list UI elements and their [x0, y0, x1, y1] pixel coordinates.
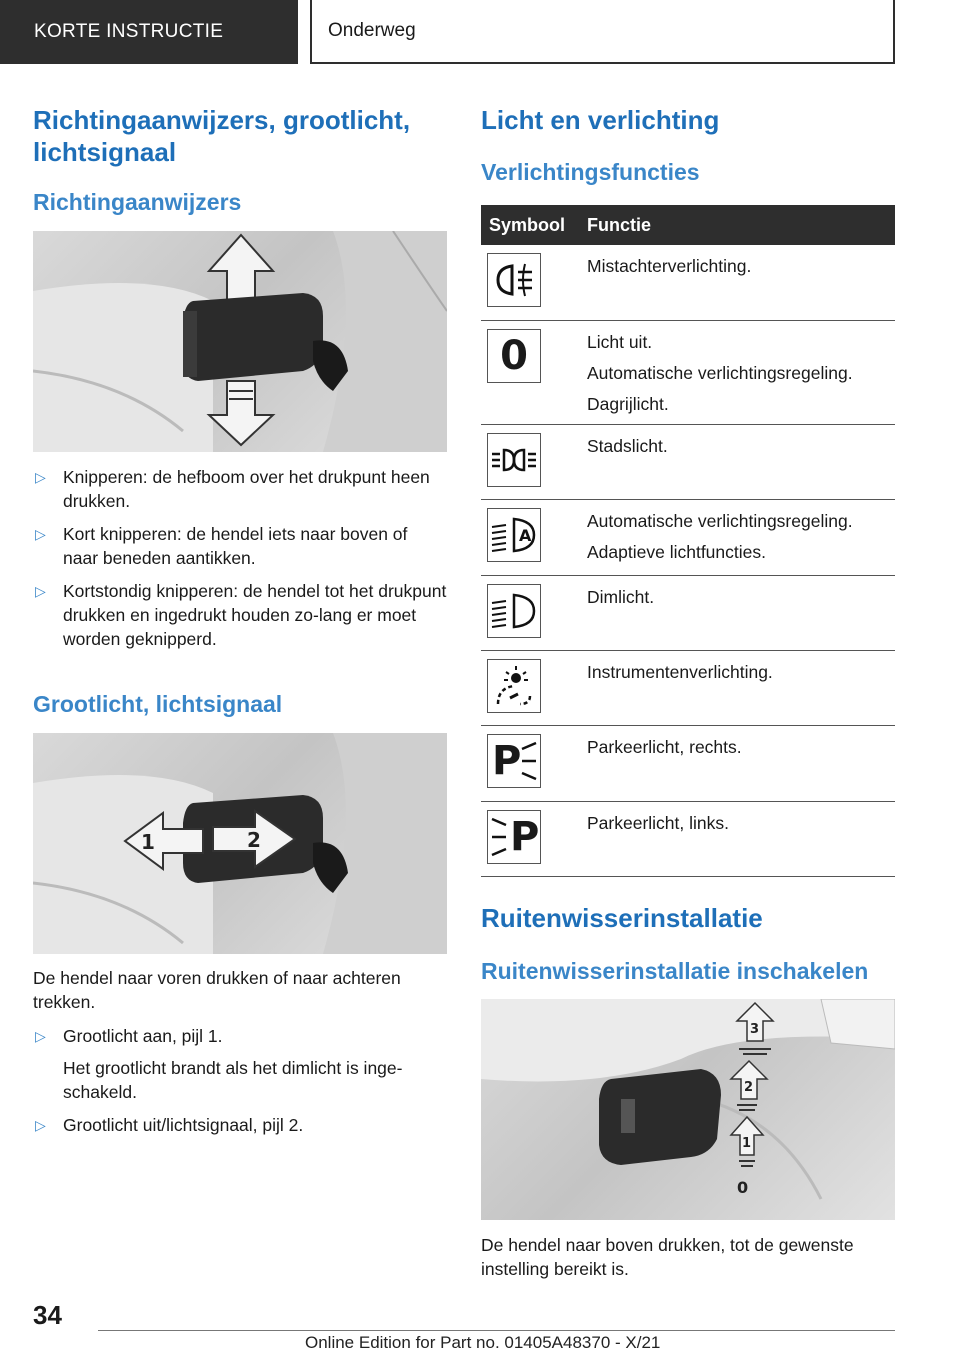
list-item — [33, 1024, 447, 1048]
table-row — [481, 424, 895, 499]
arrow-label-1: 1 — [141, 830, 155, 854]
wiper-lever-photo — [481, 999, 895, 1220]
subheading-turn-signals: Richtingaanwijzers — [33, 189, 242, 215]
svg-text:A: A — [519, 525, 532, 545]
parking-glyph: P — [510, 813, 540, 860]
lighting-functions-table — [481, 205, 895, 877]
parking-light-right-icon — [487, 734, 541, 788]
wiper-paragraph: De hendel naar boven drukken, tot de gewenste instelling bereikt is. — [481, 1235, 854, 1279]
turn-signal-lever-photo — [33, 231, 447, 452]
table-row — [481, 725, 895, 801]
header-section-label: KORTE INSTRUCTIE — [0, 0, 298, 64]
high-beam-bullet-list — [33, 1024, 447, 1137]
table-row — [481, 320, 895, 424]
function-text: Mistachterverlichting. — [587, 256, 752, 276]
function-text: Instrumentenverlichting. — [587, 661, 773, 682]
list-item — [33, 465, 447, 513]
function-text: Dimlicht. — [587, 586, 655, 607]
low-beam-icon — [487, 584, 541, 638]
function-text: Adaptieve lichtfuncties. — [587, 541, 766, 562]
function-text: Dagrijlicht. — [587, 393, 669, 414]
page-number: 34 — [33, 1300, 62, 1330]
list-item — [33, 579, 447, 651]
lights-off-icon — [487, 329, 541, 383]
list-item-text: Kortstondig knipperen: de hendel tot het drukpunt drukken en ingedrukt houden zo-lang er moet worden geknipperd. — [63, 581, 447, 649]
function-text: Automatische verlichtingsregeling. — [587, 362, 853, 383]
table-row — [481, 801, 895, 876]
function-text: Stadslicht. — [587, 435, 668, 456]
parking-glyph: P — [492, 737, 522, 784]
auto-headlight-icon — [487, 508, 541, 562]
triangle-bullet-icon: ▷ — [35, 1028, 46, 1044]
instrument-lighting-icon — [487, 659, 541, 713]
subheading-wipers-on: Ruitenwisserinstallatie inschakelen — [481, 958, 869, 984]
subheading-high-beam: Grootlicht, lichtsignaal — [33, 691, 283, 717]
arrow-label-2: 2 — [247, 828, 261, 852]
section-title-turn-signals: Richtingaanwijzers, grootlicht, lichtsignaal — [33, 105, 411, 167]
triangle-bullet-icon: ▷ — [35, 1117, 46, 1133]
table-row — [481, 650, 895, 725]
high-beam-paragraph: De hendel naar voren drukken of naar achteren trekken. — [33, 968, 401, 1012]
triangle-bullet-icon: ▷ — [35, 526, 46, 542]
wiper-label-2: 2 — [744, 1080, 754, 1095]
list-item-text: Kort knipperen: de hendel iets naar boven of naar beneden aantikken. — [63, 524, 408, 568]
triangle-bullet-icon: ▷ — [35, 583, 46, 599]
turn-signal-bullet-list — [33, 465, 447, 651]
lights-off-glyph: 0 — [500, 332, 528, 379]
column-header-function: Functie — [587, 205, 895, 245]
list-item-note — [33, 1056, 447, 1104]
column-header-symbol: Symbool — [481, 205, 587, 245]
function-text: Automatische verlichtingsregeling. — [587, 510, 853, 531]
list-item-note-text: Het grootlicht brandt als het dimlicht is inge-schakeld. — [63, 1058, 403, 1102]
list-item-text: Knipperen: de hefboom over het drukpunt heen drukken. — [63, 467, 430, 511]
table-row — [481, 575, 895, 650]
function-text: Parkeerlicht, rechts. — [587, 736, 742, 757]
list-item-text: Grootlicht uit/lichtsignaal, pijl 2. — [63, 1115, 304, 1135]
footer-edition-text: Online Edition for Part no. 01405A48370 - X/21 — [305, 1333, 661, 1352]
high-beam-lever-photo — [33, 733, 447, 954]
wiper-label-0: 0 — [737, 1178, 749, 1197]
section-title-wipers: Ruitenwisserinstallatie — [481, 903, 763, 933]
parking-lights-icon — [487, 433, 541, 487]
function-text: Licht uit. — [587, 331, 653, 352]
wiper-label-3: 3 — [750, 1022, 760, 1037]
table-row — [481, 245, 895, 320]
list-item-text: Grootlicht aan, pijl 1. — [63, 1026, 223, 1046]
wiper-label-1: 1 — [742, 1136, 752, 1151]
subheading-lighting-functions: Verlichtingsfuncties — [481, 159, 700, 185]
list-item — [33, 1113, 447, 1137]
section-title-lighting: Licht en verlichting — [481, 105, 720, 135]
parking-light-left-icon — [487, 810, 541, 864]
footer-divider — [98, 1330, 895, 1331]
function-text: Parkeerlicht, links. — [587, 812, 729, 833]
triangle-bullet-icon: ▷ — [35, 469, 46, 485]
header-chapter-label: Onderweg — [310, 0, 895, 64]
rear-fog-light-icon — [487, 253, 541, 307]
list-item — [33, 522, 447, 570]
table-row — [481, 499, 895, 575]
